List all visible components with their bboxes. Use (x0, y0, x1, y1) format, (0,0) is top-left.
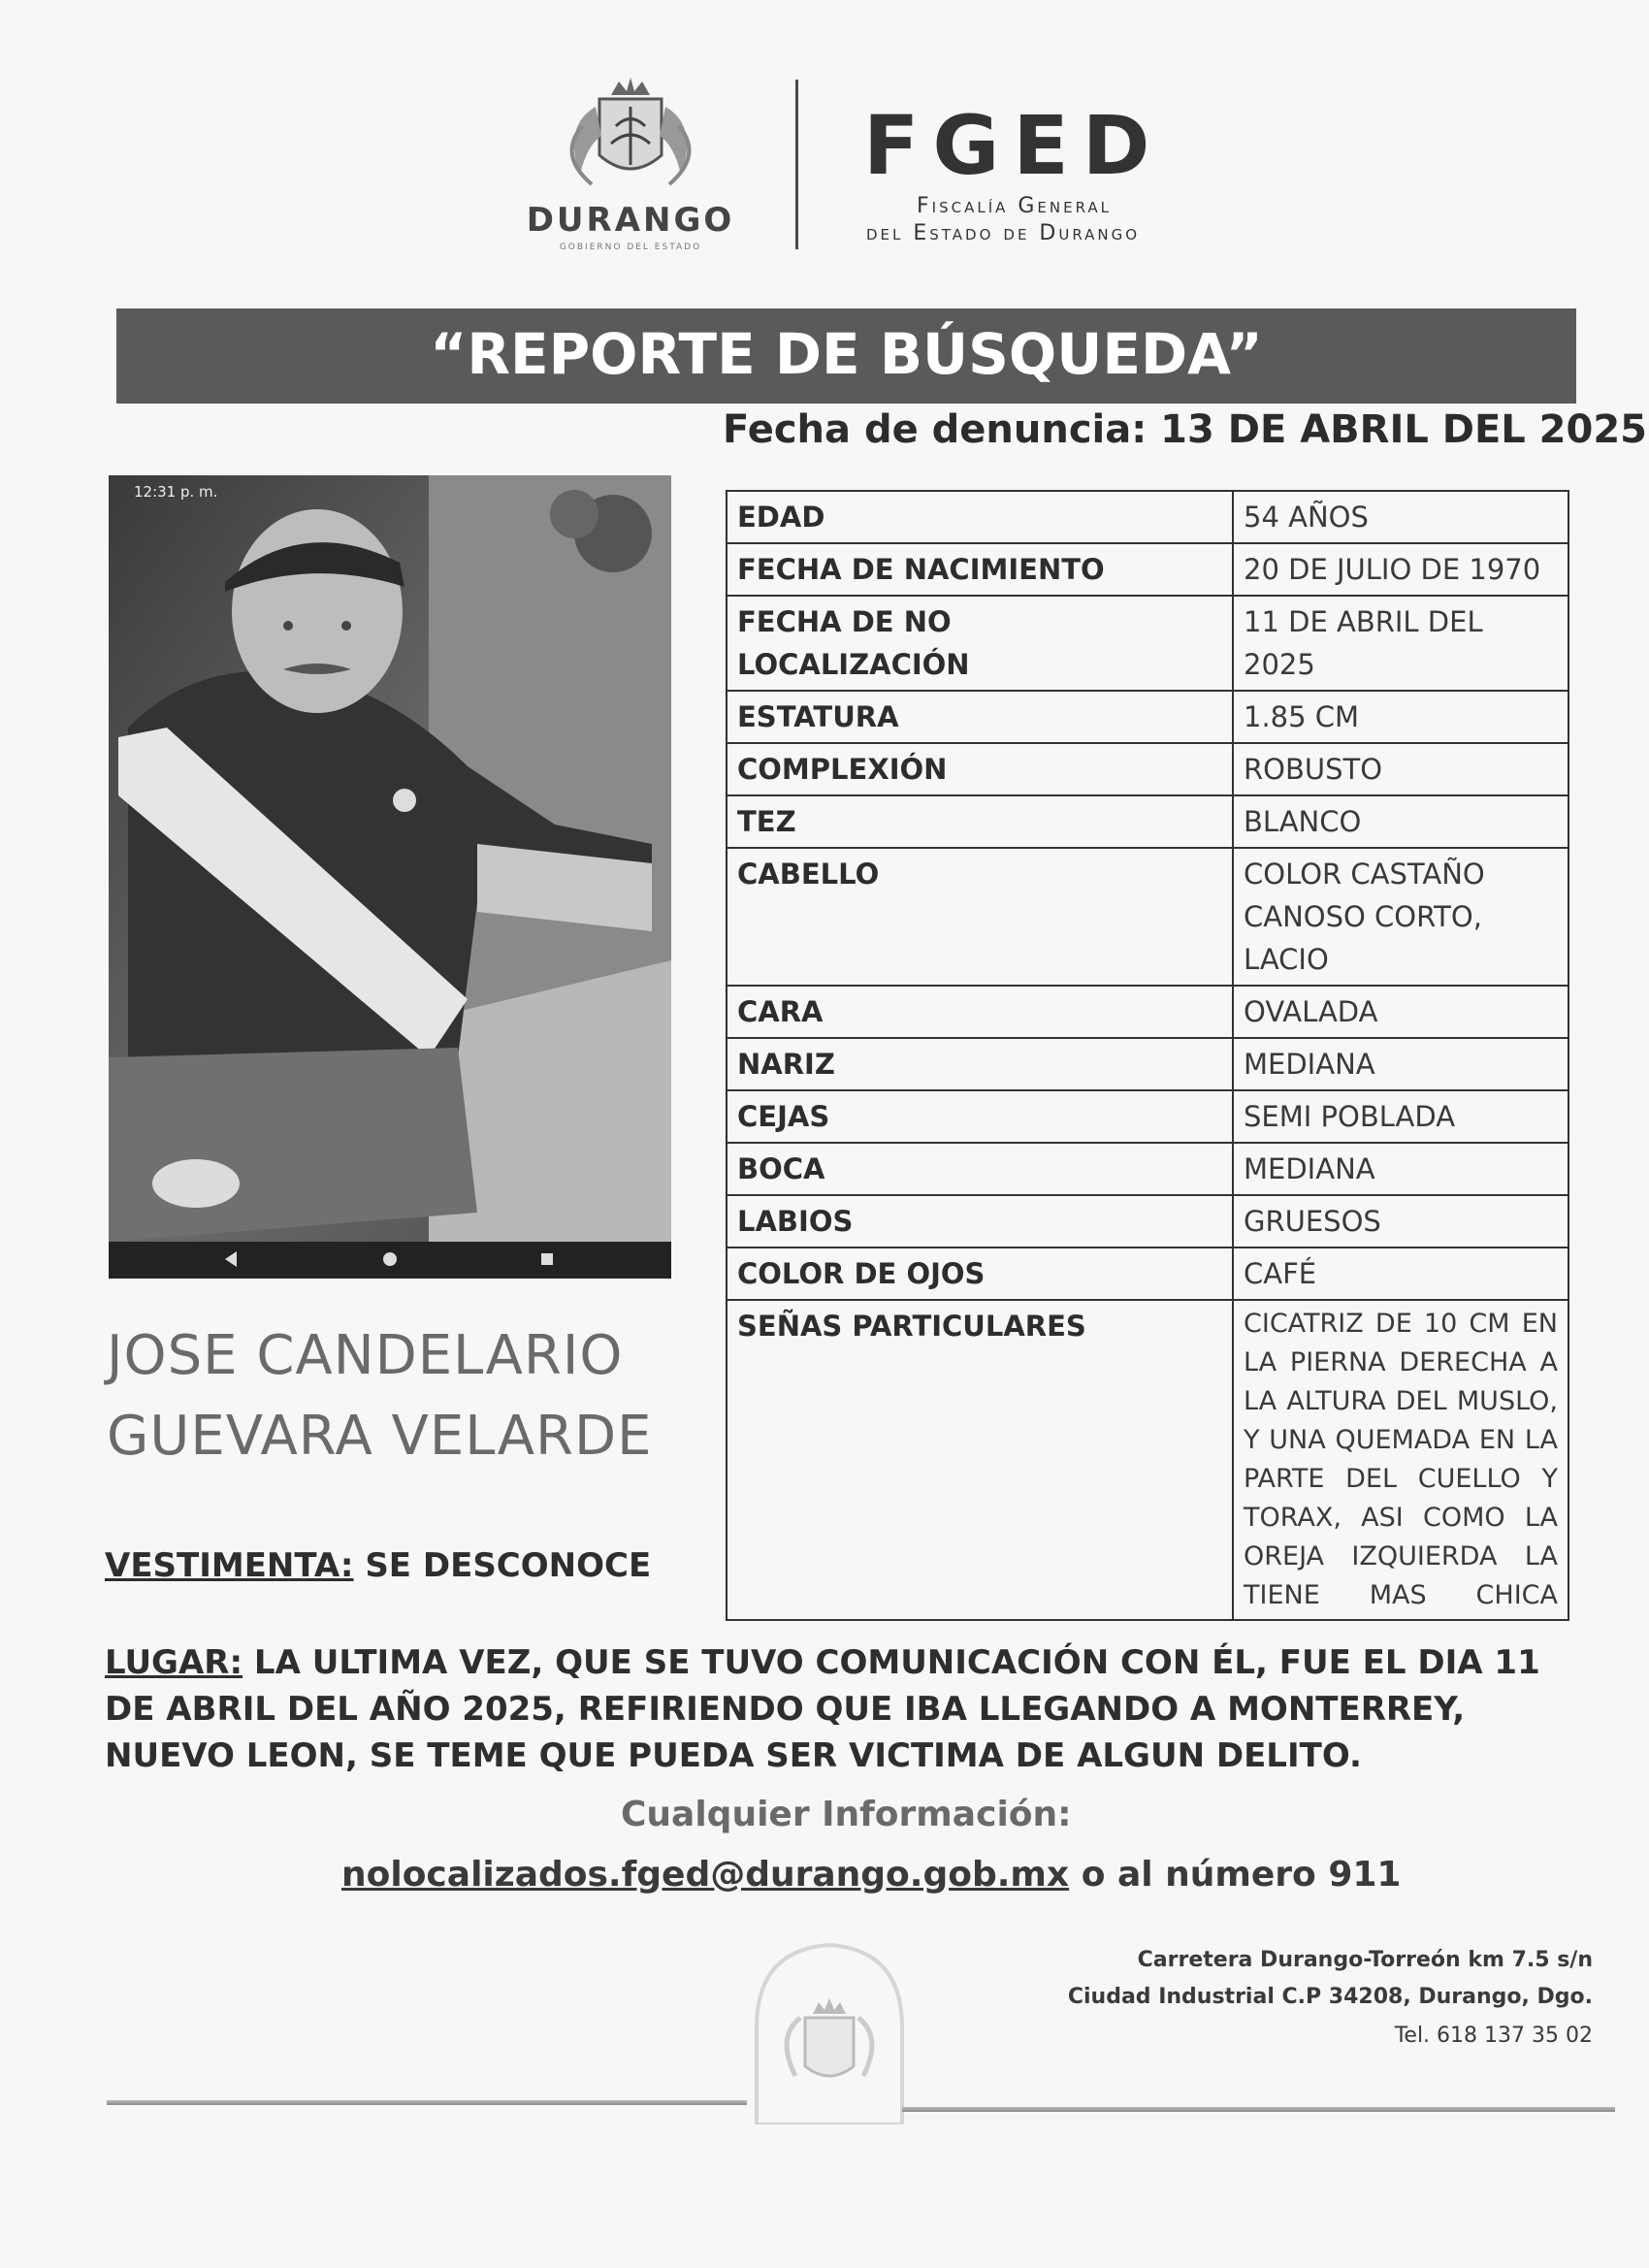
row-value: ROBUSTO (1233, 743, 1568, 795)
footer-address-line2: Ciudad Industrial C.P 34208, Durango, Dgo. (1067, 1985, 1593, 2009)
row-label: NARIZ (727, 1038, 1233, 1090)
fged-subtitle-line1: Fiscalía General (917, 194, 1113, 218)
row-label: SEÑAS PARTICULARES (727, 1300, 1233, 1620)
contact-email-link[interactable]: nolocalizados.fged@durango.gob.mx (341, 1855, 1070, 1895)
table-row (727, 491, 1568, 543)
row-label: LABIOS (727, 1195, 1233, 1247)
row-value: CICATRIZ DE 10 CM EN LA PIERNA DERECHA A LA ALTURA DEL MUSLO, Y UNA QUEMADA EN LA PARTE DEL CUELLO Y TORAX, ASI COMO LA OREJA IZQUIERDA LA TIENE MAS CHICA (1233, 1300, 1568, 1620)
person-name-line1: JOSE CANDELARIO (107, 1324, 624, 1387)
row-value: MEDIANA (1233, 1038, 1568, 1090)
fecha-denuncia: Fecha de denuncia: 13 DE ABRIL DEL 2025 (723, 407, 1648, 452)
contact-heading: Cualquier Información: (621, 1795, 1072, 1834)
table-row (727, 1143, 1568, 1195)
row-value: OVALADA (1233, 986, 1568, 1038)
footer-address-line1: Carretera Durango-Torreón km 7.5 s/n (1137, 1948, 1593, 1972)
row-value: SEMI POBLADA (1233, 1090, 1568, 1143)
table-row (727, 691, 1568, 743)
person-photo (109, 475, 671, 1279)
footer-rule-right (902, 2107, 1615, 2112)
table-row (727, 1038, 1568, 1090)
table-row (727, 1195, 1568, 1247)
row-label: CARA (727, 986, 1233, 1038)
contact-rest: o al número 911 (1069, 1855, 1402, 1895)
row-value: CAFÉ (1233, 1247, 1568, 1300)
row-label: ESTATURA (727, 691, 1233, 743)
crest-watermark-icon (747, 1940, 912, 2124)
person-name-line2: GUEVARA VELARDE (107, 1405, 653, 1468)
vestimenta-line (105, 1542, 651, 1589)
table-row (727, 1300, 1568, 1620)
row-value: 1.85 CM (1233, 691, 1568, 743)
row-value: 20 DE JULIO DE 1970 (1233, 543, 1568, 596)
durango-crest-icon (466, 68, 795, 252)
row-label: CEJAS (727, 1090, 1233, 1143)
footer-watermark-logo (747, 1940, 912, 2124)
row-label: EDAD (727, 491, 1233, 543)
fged-title: FGED (863, 98, 1164, 193)
row-value: MEDIANA (1233, 1143, 1568, 1195)
table-row (727, 1090, 1568, 1143)
row-value: BLANCO (1233, 795, 1568, 848)
table-row (727, 743, 1568, 795)
lugar-label: LUGAR: (105, 1643, 243, 1682)
row-label: TEZ (727, 795, 1233, 848)
row-value: 54 AÑOS (1233, 491, 1568, 543)
row-value: COLOR CASTAÑO CANOSO CORTO, LACIO (1233, 848, 1568, 986)
lugar-value: LA ULTIMA VEZ, QUE SE TUVO COMUNICACIÓN CON ÉL, FUE EL DIA 11 DE ABRIL DEL AÑO 2025, REFIRIENDO QUE IBA LLEGANDO A MONTERREY, NUEVO LEON, SE TEME QUE PUEDA SER VICTIMA DE ALGUN DELITO. (105, 1643, 1540, 1775)
lugar-paragraph (105, 1639, 1560, 1779)
footer-phone: Tel. 618 137 35 02 (1394, 2024, 1593, 2048)
table-row (727, 596, 1568, 691)
svg-text:GOBIERNO DEL ESTADO: GOBIERNO DEL ESTADO (559, 243, 702, 252)
footer-rule-left (107, 2100, 747, 2105)
row-label: FECHA DE NO LOCALIZACIÓN (727, 596, 1233, 691)
table-row (727, 1247, 1568, 1300)
row-label: FECHA DE NACIMIENTO (727, 543, 1233, 596)
contact-line (341, 1855, 1401, 1895)
row-value: 11 DE ABRIL DEL 2025 (1233, 596, 1568, 691)
row-label: CABELLO (727, 848, 1233, 986)
details-table (726, 490, 1569, 1621)
svg-text:DURANGO: DURANGO (526, 201, 735, 240)
svg-text:12:31 p. m.: 12:31 p. m. (134, 483, 218, 501)
vestimenta-label: VESTIMENTA: (105, 1546, 354, 1585)
table-row (727, 795, 1568, 848)
vestimenta-value: SE DESCONOCE (353, 1546, 652, 1585)
table-row (727, 848, 1568, 986)
header-divider (795, 80, 798, 249)
fged-subtitle-line2: del Estado de Durango (866, 221, 1141, 245)
row-value: GRUESOS (1233, 1195, 1568, 1247)
row-label: BOCA (727, 1143, 1233, 1195)
row-label: COMPLEXIÓN (727, 743, 1233, 795)
table-row (727, 986, 1568, 1038)
report-title: “REPORTE DE BÚSQUEDA” (430, 321, 1263, 387)
row-label: COLOR DE OJOS (727, 1247, 1233, 1300)
table-row (727, 543, 1568, 596)
durango-logo (466, 68, 795, 252)
